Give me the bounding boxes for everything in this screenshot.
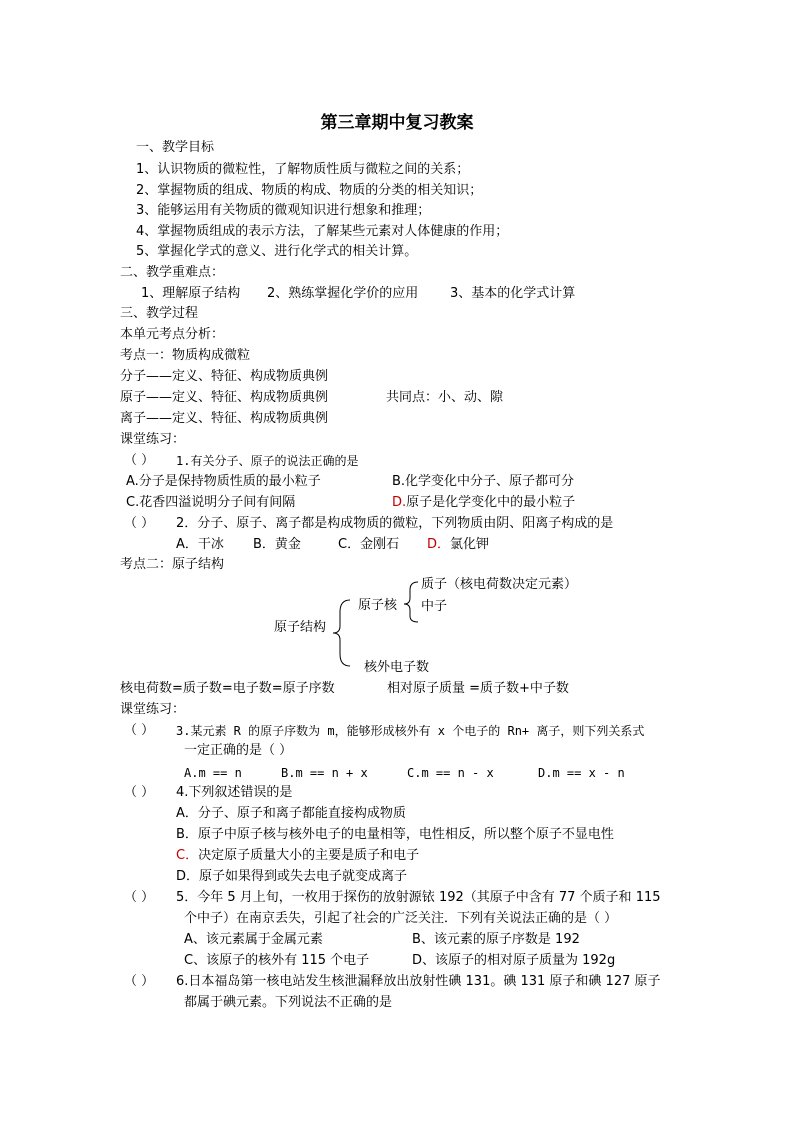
option-a: A．干冰 bbox=[176, 537, 224, 552]
section-heading: 二、教学重难点： bbox=[120, 265, 225, 280]
option-c: C.花香四溢说明分子间有间隔 bbox=[126, 495, 296, 510]
option-d: D.m == x - n bbox=[538, 766, 625, 780]
option-text: 决定原子质量大小的主要是质子和电子 bbox=[198, 848, 420, 863]
option-c: C.m == n - x bbox=[407, 766, 494, 780]
diagram-proton: 质子（核电荷数决定元素） bbox=[421, 577, 578, 592]
question-stem: 5．今年 5 月上旬，一枚用于探伤的放射源铱 192（其原子中含有 77 个质子和 115 bbox=[176, 890, 661, 905]
option-b: B.m == n + x bbox=[281, 766, 368, 780]
question-stem-cont: 都属于碘元素。下列说法不正确的是 bbox=[184, 995, 393, 1010]
objective-item: 3、能够运用有关物质的微观知识进行想象和推理； bbox=[136, 203, 431, 218]
answer-blank: （ ） bbox=[124, 785, 155, 800]
question-stem: 2．分子、原子、离子都是构成物质的微粒，下列物质由阴、阳离子构成的是 bbox=[176, 516, 614, 531]
question-stem-cont: 一定正确的是（ ） bbox=[184, 743, 293, 758]
page-title: 第三章期中复习教案 bbox=[320, 113, 474, 133]
common-points: 共同点：小、动、隙 bbox=[386, 390, 504, 405]
answer-blank: （ ） bbox=[124, 890, 155, 905]
relation-mass: 相对原子质量 =质子数+中子数 bbox=[387, 681, 569, 696]
objective-item: 1、认识物质的微粒性，了解物质性质与微粒之间的关系； bbox=[136, 162, 470, 177]
option-c: C．金刚石 bbox=[338, 537, 400, 552]
question-stem: 1.有关分子、原子的说法正确的是 bbox=[176, 454, 359, 468]
option-letter: D. bbox=[392, 495, 407, 510]
question-stem-cont: 个中子）在南京丢失，引起了社会的广泛关注．下列有关说法正确的是（ ） bbox=[184, 911, 618, 926]
relation-charge: 核电荷数=质子数=电子数=原子序数 bbox=[120, 681, 335, 696]
option-d: D．原子如果得到或失去电子就变成离子 bbox=[176, 869, 408, 884]
option-a: A.分子是保持物质性质的最小粒子 bbox=[126, 474, 321, 489]
answer-blank: （ ） bbox=[124, 723, 155, 738]
practice-label: 课堂练习： bbox=[120, 432, 186, 447]
molecule-line: 分子——定义、特征、构成物质典例 bbox=[120, 369, 329, 384]
objective-item: 4、掌握物质组成的表示方法，了解某些元素对人体健康的作用； bbox=[136, 224, 509, 239]
option-letter: D． bbox=[427, 537, 451, 552]
objective-item: 5、掌握化学式的意义、进行化学式的相关计算。 bbox=[136, 244, 418, 259]
key-point: 2、熟练掌握化学价的应用 bbox=[267, 286, 419, 301]
option-a: A.m == n bbox=[184, 766, 242, 780]
option-b: B.化学变化中分子、原子都可分 bbox=[392, 474, 575, 489]
option-b: B、该元素的原子序数是 192 bbox=[412, 932, 580, 947]
option-c: C、该原子的核外有 115 个电子 bbox=[184, 953, 370, 968]
atom-line: 原子——定义、特征、构成物质典例 bbox=[120, 390, 329, 405]
option-a: A．分子、原子和离子都能直接构成物质 bbox=[176, 806, 406, 821]
answer-blank: （ ） bbox=[124, 516, 155, 531]
practice-label: 课堂练习： bbox=[120, 702, 186, 717]
section-heading: 一、教学目标 bbox=[136, 140, 215, 155]
option-text: 氯化钾 bbox=[450, 537, 490, 552]
diagram-neutron: 中子 bbox=[421, 599, 448, 614]
diagram-electrons: 核外电子数 bbox=[364, 660, 430, 675]
option-c bbox=[176, 848, 419, 864]
option-letter: C． bbox=[176, 848, 199, 863]
answer-blank: （ ） bbox=[124, 453, 155, 468]
kp1-heading: 考点一：物质构成微粒 bbox=[120, 348, 251, 363]
kp2-heading: 考点二：原子结构 bbox=[120, 557, 225, 572]
question-stem: 4.下列叙述错误的是 bbox=[176, 785, 293, 800]
section-heading: 三、教学过程 bbox=[120, 306, 199, 321]
key-point: 3、基本的化学式计算 bbox=[450, 286, 576, 301]
option-b: B．原子中原子核与核外电子的电量相等，电性相反，所以整个原子不显电性 bbox=[176, 827, 614, 842]
answer-blank: （ ） bbox=[124, 974, 155, 989]
diagram-root: 原子结构 bbox=[274, 620, 327, 635]
objective-item: 2、掌握物质的组成、物质的构成、物质的分类的相关知识； bbox=[136, 183, 483, 198]
option-b: B．黄金 bbox=[253, 537, 301, 552]
ion-line: 离子——定义、特征、构成物质典例 bbox=[120, 411, 329, 426]
analysis-label: 本单元考点分析： bbox=[120, 327, 225, 342]
key-point: 1、理解原子结构 bbox=[141, 286, 241, 301]
question-stem: 6.日本福岛第一核电站发生核泄漏释放出放射性碘 131。碘 131 原子和碘 127 原子 bbox=[176, 974, 661, 989]
option-text: 原子是化学变化中的最小粒子 bbox=[406, 495, 576, 510]
diagram-nucleus: 原子核 bbox=[358, 598, 398, 613]
option-d: D、该原子的相对原子质量为 192g bbox=[412, 953, 616, 968]
option-a: A、该元素属于金属元素 bbox=[184, 932, 323, 947]
question-stem: 3.某元素 R 的原子序数为 m，能够形成核外有 x 个电子的 Rn+ 离子，则下列关系式 bbox=[176, 724, 645, 738]
